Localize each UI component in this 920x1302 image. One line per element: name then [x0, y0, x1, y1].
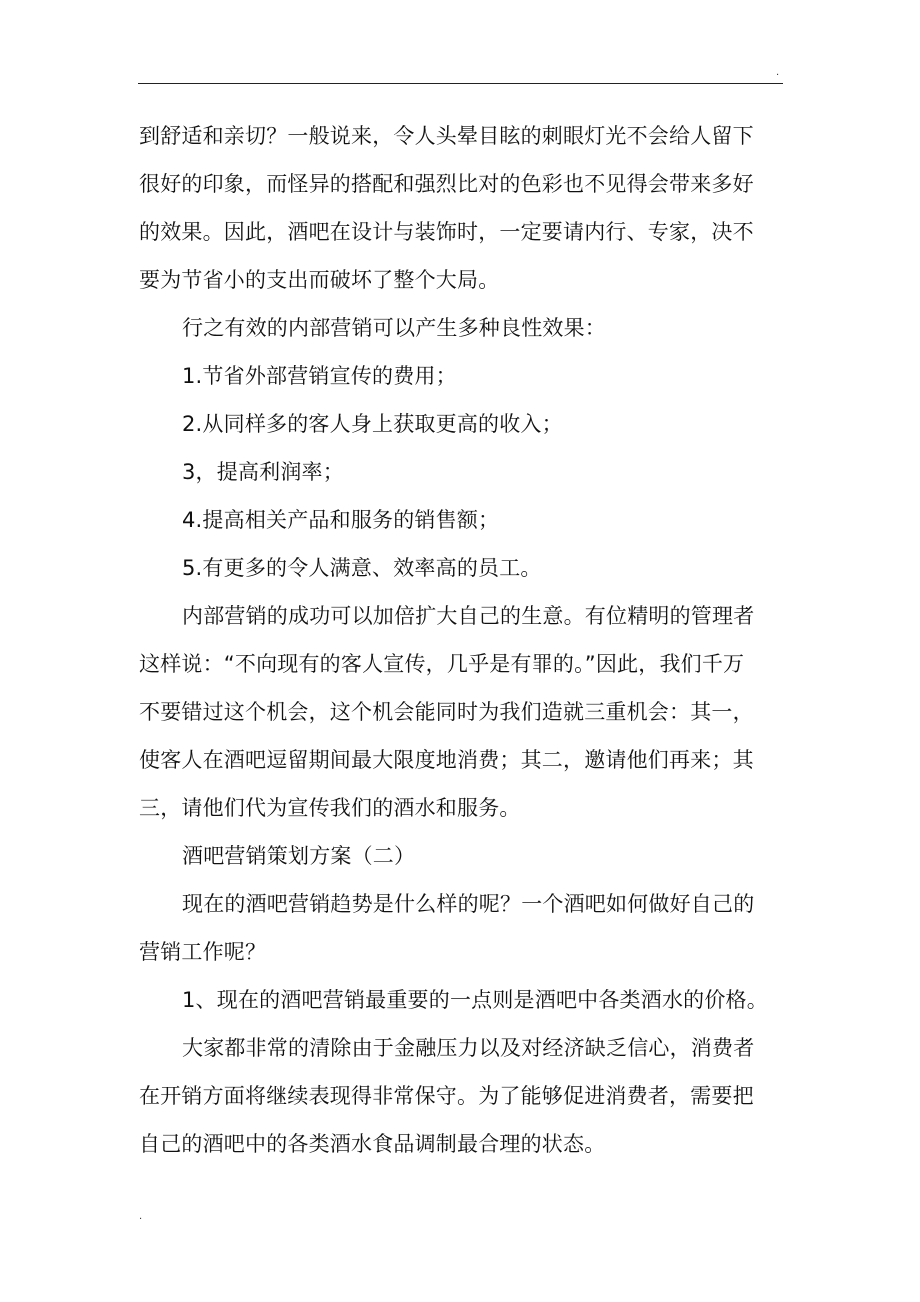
footer-mark: .	[139, 1211, 143, 1222]
text-line: 在开销方面将继续表现得非常保守。为了能够促进消费者，需要把	[139, 1084, 754, 1108]
text-line: 的效果。因此，酒吧在设计与装饰时，一定要请内行、专家，决不	[139, 220, 754, 244]
text-line: 行之有效的内部营销可以产生多种良性效果：	[182, 316, 606, 340]
header-mark: .	[776, 67, 780, 78]
text-line: 这样说：“不向现有的客人宣传，几乎是有罪的。”因此，我们千万	[139, 652, 745, 676]
text-line: 三，请他们代为宣传我们的酒水和服务。	[139, 796, 521, 820]
text-line: 1、现在的酒吧营销最重要的一点则是酒吧中各类酒水的价格。	[182, 988, 768, 1012]
text-line: 2.从同样多的客人身上获取更高的收入；	[182, 412, 563, 436]
text-line: 现在的酒吧营销趋势是什么样的呢？一个酒吧如何做好自己的	[182, 892, 755, 916]
text-line: 4.提高相关产品和服务的销售额；	[182, 508, 500, 532]
text-line: 内部营销的成功可以加倍扩大自己的生意。有位精明的管理者	[182, 604, 755, 628]
text-line: 要为节省小的支出而破坏了整个大局。	[139, 268, 500, 292]
text-line: 1.节省外部营销宣传的费用；	[182, 364, 457, 388]
text-line: 酒吧营销策划方案（二）	[182, 844, 416, 868]
header-rule	[138, 83, 783, 84]
text-line: 到舒适和亲切？一般说来，令人头晕目眩的刺眼灯光不会给人留下	[139, 124, 754, 148]
text-line: 大家都非常的清除由于金融压力以及对经济缺乏信心，消费者	[182, 1036, 755, 1060]
text-line: 使客人在酒吧逗留期间最大限度地消费；其二，邀请他们再来；其	[139, 748, 754, 772]
text-line: 很好的印象，而怪异的搭配和强烈比对的色彩也不见得会带来多好	[139, 172, 754, 196]
body-text	[139, 112, 781, 1168]
text-line: 营销工作呢？	[139, 940, 267, 964]
text-line: 自己的酒吧中的各类酒水食品调制最合理的状态。	[139, 1132, 606, 1156]
text-line: 不要错过这个机会，这个机会能同时为我们造就三重机会：其一，	[139, 700, 754, 724]
text-line: 5.有更多的令人满意、效率高的员工。	[182, 556, 542, 580]
text-line: 3，提高利润率；	[182, 460, 344, 484]
